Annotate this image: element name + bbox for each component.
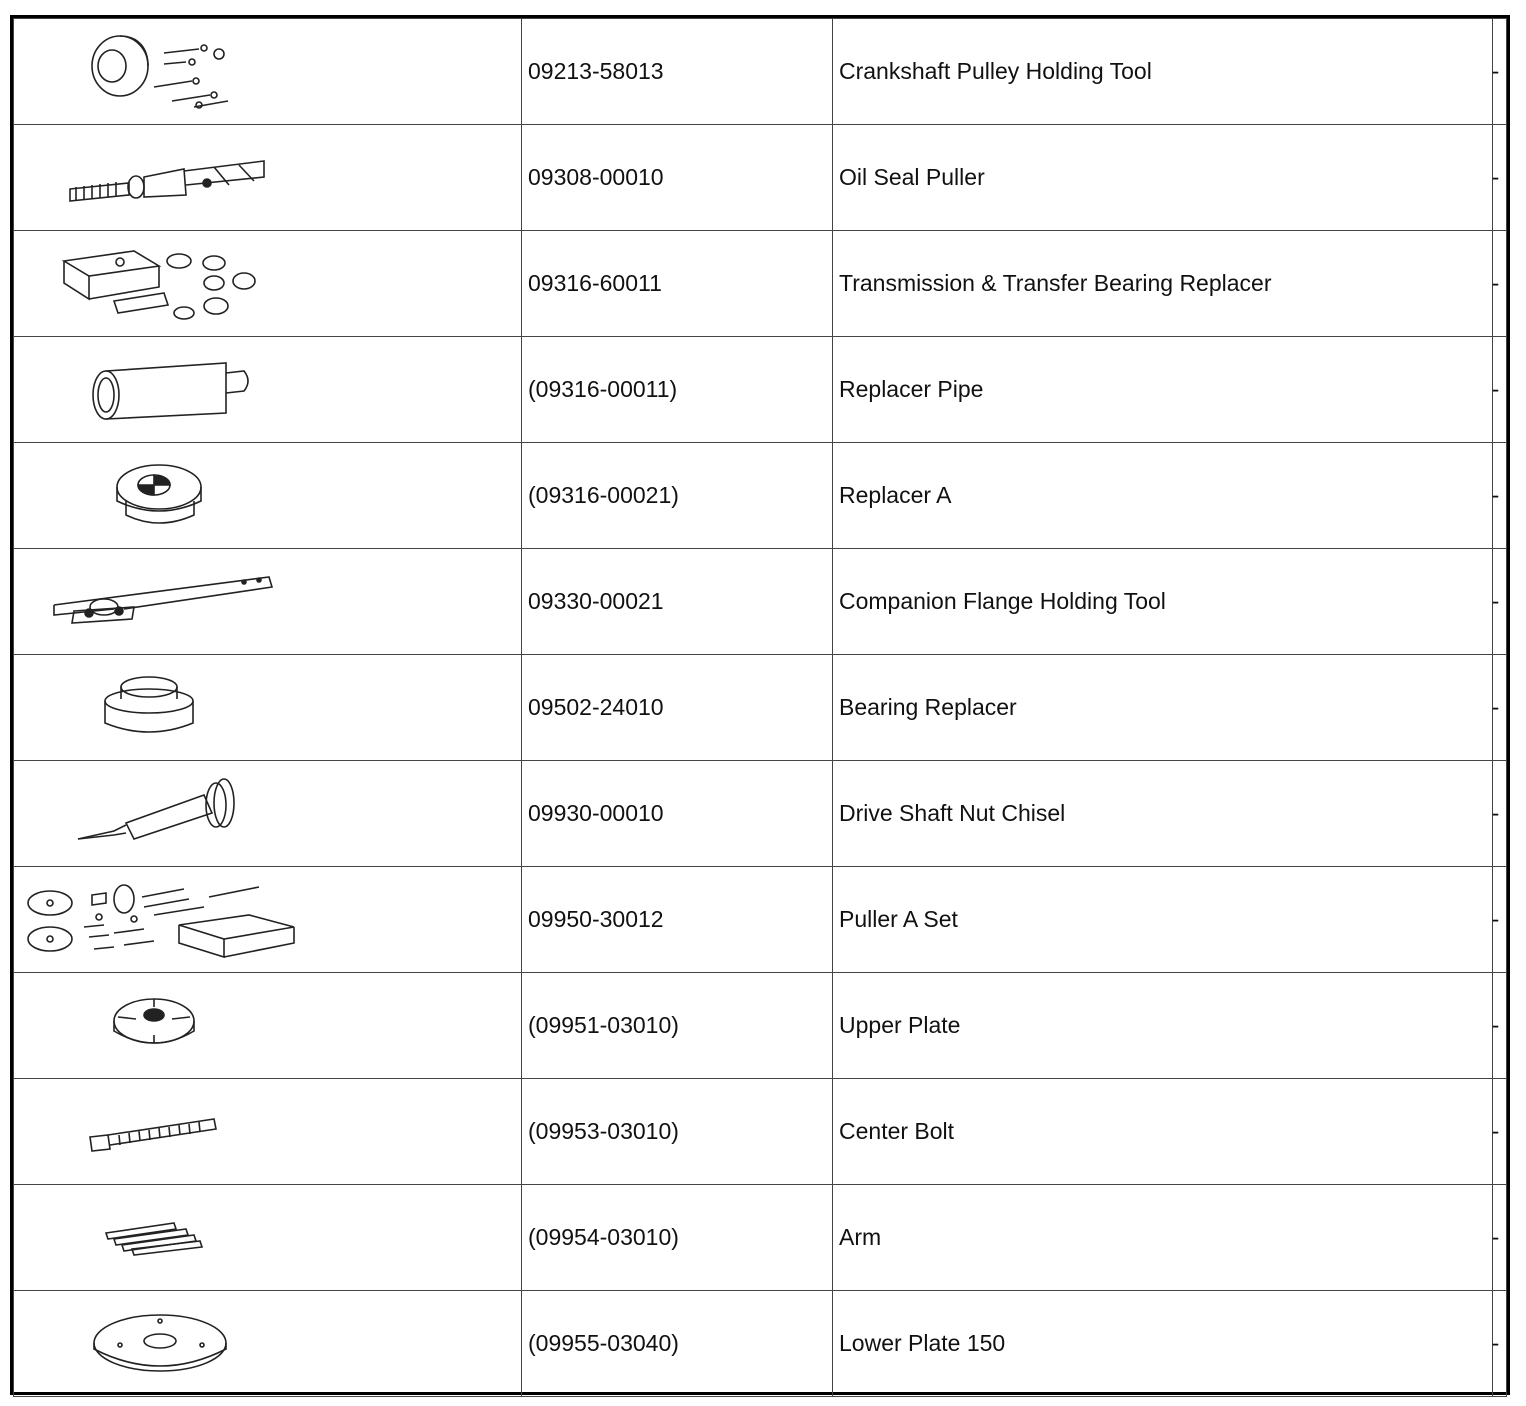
arm-icon bbox=[14, 1185, 521, 1291]
note-cell bbox=[1493, 867, 1507, 973]
note-value: - bbox=[1491, 270, 1500, 296]
note-value: - bbox=[1491, 800, 1500, 826]
table-row bbox=[14, 19, 1507, 125]
table-row bbox=[14, 549, 1507, 655]
note-cell bbox=[1493, 655, 1507, 761]
table-row bbox=[14, 443, 1507, 549]
table-row bbox=[14, 1291, 1507, 1397]
part-number: 09330-00021 bbox=[522, 549, 833, 655]
table-row bbox=[14, 1079, 1507, 1185]
part-number: (09316-00011) bbox=[522, 337, 833, 443]
note-cell bbox=[1493, 549, 1507, 655]
tool-name: Center Bolt bbox=[833, 1079, 1493, 1185]
tool-name: Drive Shaft Nut Chisel bbox=[833, 761, 1493, 867]
table-row bbox=[14, 1185, 1507, 1291]
tool-name: Companion Flange Holding Tool bbox=[833, 549, 1493, 655]
note-cell bbox=[1493, 443, 1507, 549]
tool-name: Crankshaft Pulley Holding Tool bbox=[833, 19, 1493, 125]
part-number: 09950-30012 bbox=[522, 867, 833, 973]
table-row bbox=[14, 337, 1507, 443]
note-cell bbox=[1493, 973, 1507, 1079]
note-cell bbox=[1493, 1291, 1507, 1397]
part-number: 09930-00010 bbox=[522, 761, 833, 867]
puller-a-set-icon bbox=[14, 867, 521, 973]
table-row bbox=[14, 231, 1507, 337]
companion-flange-holding-tool-icon bbox=[14, 549, 521, 655]
note-value: - bbox=[1491, 1330, 1500, 1356]
tool-illustration-cell bbox=[14, 655, 522, 761]
tool-name: Lower Plate 150 bbox=[833, 1291, 1493, 1397]
lower-plate-icon bbox=[14, 1291, 521, 1397]
note-value: - bbox=[1491, 588, 1500, 614]
tool-illustration-cell bbox=[14, 549, 522, 655]
note-cell bbox=[1493, 19, 1507, 125]
note-cell bbox=[1493, 761, 1507, 867]
tool-illustration-cell bbox=[14, 337, 522, 443]
part-number: (09953-03010) bbox=[522, 1079, 833, 1185]
note-value: - bbox=[1491, 58, 1500, 84]
table-row bbox=[14, 125, 1507, 231]
replacer-a-icon bbox=[14, 443, 521, 549]
note-cell bbox=[1493, 337, 1507, 443]
table-row bbox=[14, 867, 1507, 973]
table-row bbox=[14, 655, 1507, 761]
tool-illustration-cell bbox=[14, 125, 522, 231]
tool-name: Oil Seal Puller bbox=[833, 125, 1493, 231]
note-value: - bbox=[1491, 164, 1500, 190]
tool-name: Transmission & Transfer Bearing Replacer bbox=[833, 231, 1493, 337]
note-value: - bbox=[1491, 376, 1500, 402]
tool-illustration-cell bbox=[14, 19, 522, 125]
replacer-pipe-icon bbox=[14, 337, 521, 443]
tool-name: Bearing Replacer bbox=[833, 655, 1493, 761]
part-number: 09316-60011 bbox=[522, 231, 833, 337]
drive-shaft-nut-chisel-icon bbox=[14, 761, 521, 867]
note-cell bbox=[1493, 1185, 1507, 1291]
bearing-replacer-icon bbox=[14, 655, 521, 761]
note-cell bbox=[1493, 125, 1507, 231]
tool-illustration-cell bbox=[14, 1185, 522, 1291]
note-value: - bbox=[1491, 482, 1500, 508]
crankshaft-pulley-holding-tool-icon bbox=[14, 19, 521, 125]
tool-illustration-cell bbox=[14, 1291, 522, 1397]
tool-illustration-cell bbox=[14, 973, 522, 1079]
note-value: - bbox=[1491, 694, 1500, 720]
tool-name: Replacer A bbox=[833, 443, 1493, 549]
bearing-replacer-set-icon bbox=[14, 231, 521, 337]
part-number: (09954-03010) bbox=[522, 1185, 833, 1291]
part-number: 09213-58013 bbox=[522, 19, 833, 125]
part-number: (09955-03040) bbox=[522, 1291, 833, 1397]
tool-illustration-cell bbox=[14, 231, 522, 337]
tool-name: Puller A Set bbox=[833, 867, 1493, 973]
note-value: - bbox=[1491, 1118, 1500, 1144]
table-row bbox=[14, 761, 1507, 867]
part-number: 09502-24010 bbox=[522, 655, 833, 761]
part-number: (09951-03010) bbox=[522, 973, 833, 1079]
note-cell bbox=[1493, 1079, 1507, 1185]
special-tools-table bbox=[10, 15, 1510, 1395]
center-bolt-icon bbox=[14, 1079, 521, 1185]
tool-name: Upper Plate bbox=[833, 973, 1493, 1079]
part-number: (09316-00021) bbox=[522, 443, 833, 549]
tool-illustration-cell bbox=[14, 1079, 522, 1185]
tool-illustration-cell bbox=[14, 443, 522, 549]
part-number: 09308-00010 bbox=[522, 125, 833, 231]
note-value: - bbox=[1491, 906, 1500, 932]
oil-seal-puller-icon bbox=[14, 125, 521, 231]
tool-illustration-cell bbox=[14, 761, 522, 867]
note-value: - bbox=[1491, 1224, 1500, 1250]
upper-plate-icon bbox=[14, 973, 521, 1079]
tool-illustration-cell bbox=[14, 867, 522, 973]
note-cell bbox=[1493, 231, 1507, 337]
tool-name: Arm bbox=[833, 1185, 1493, 1291]
note-value: - bbox=[1491, 1012, 1500, 1038]
tool-name: Replacer Pipe bbox=[833, 337, 1493, 443]
table-row bbox=[14, 973, 1507, 1079]
